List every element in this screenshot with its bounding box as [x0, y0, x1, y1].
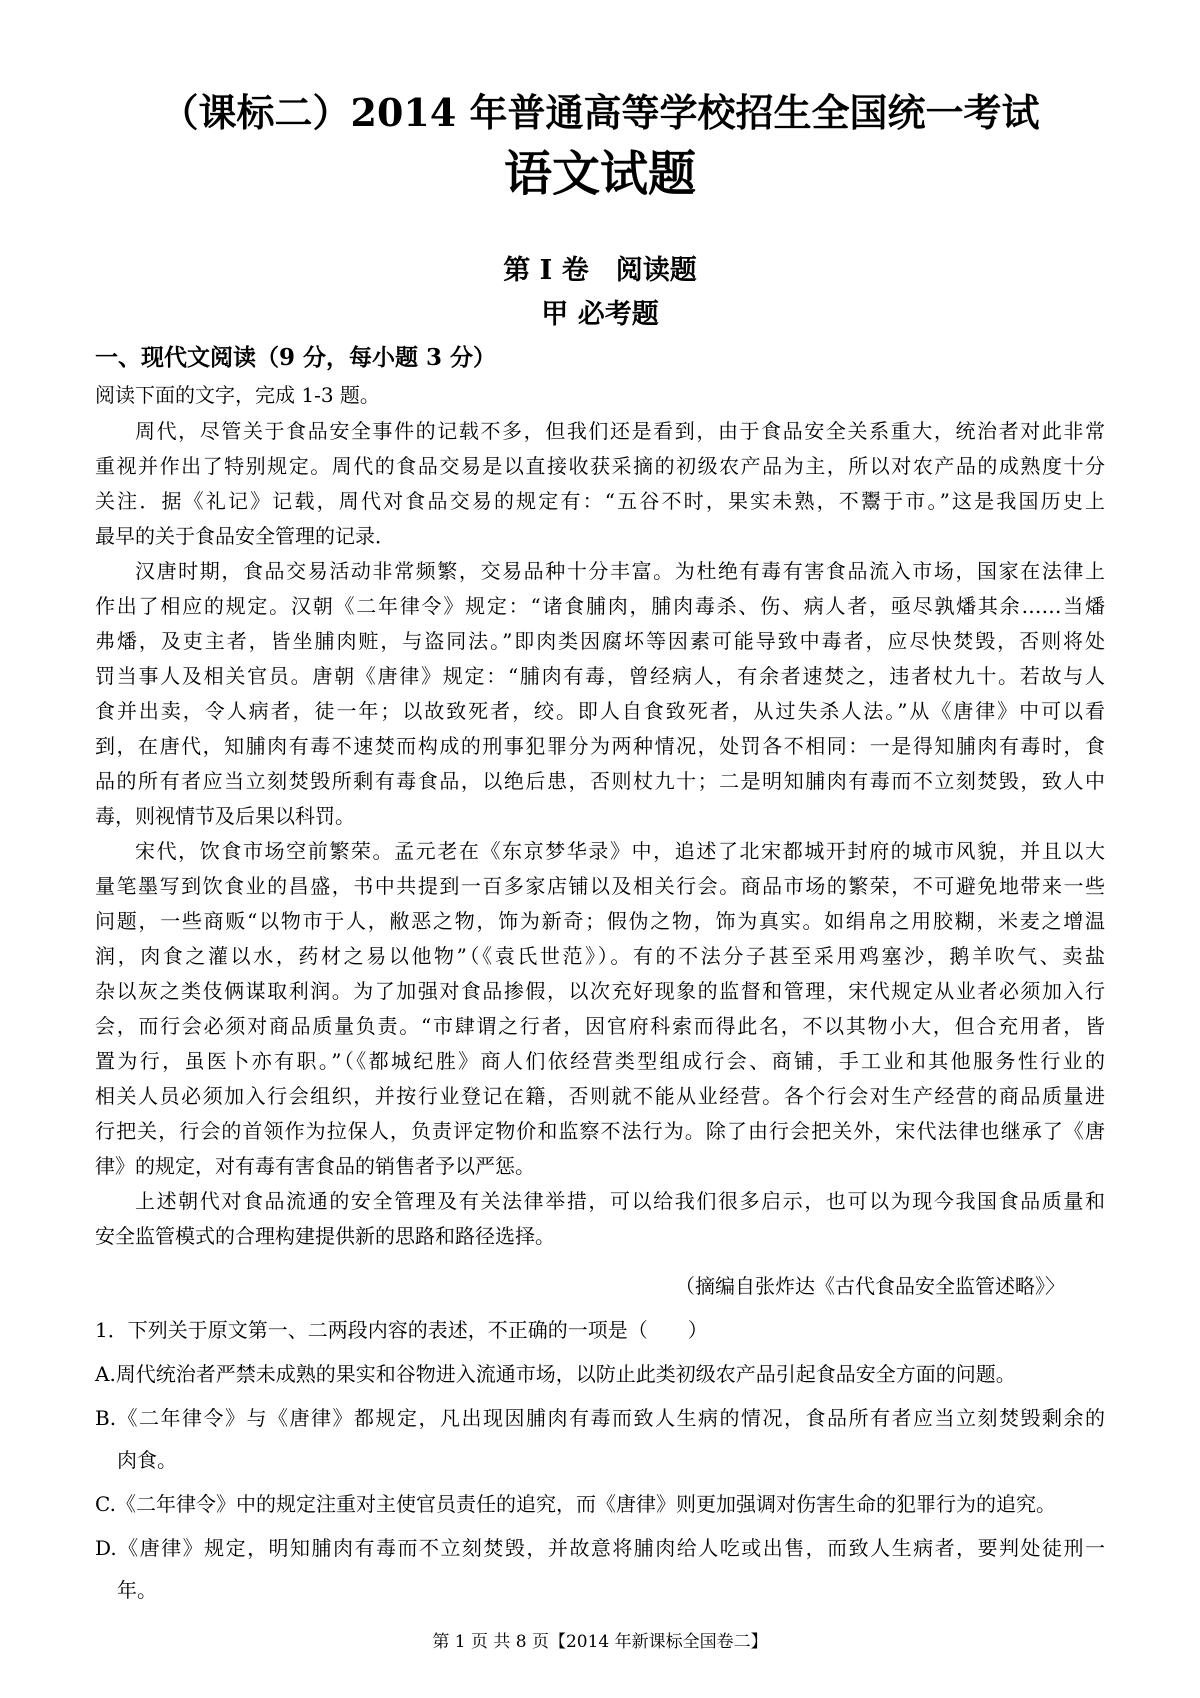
question-1-option-d-continued: 年。 — [117, 1578, 157, 1602]
passage-line: 杂以灰之类伎俩谋取利润。为了加强对食品掺假，以次充好现象的监督和管理，宋代规定从业者必须加入行 — [95, 979, 1105, 1003]
passage-line: 律》的规定，对有毒有害食品的销售者予以严惩。 — [95, 1154, 535, 1178]
exam-title: （课标二）2014 年普通高等学校招生全国统一考试 — [160, 90, 1040, 135]
passage-line: 作出了相应的规定。汉朝《二年律令》规定：“诸食脯肉，脯肉毒杀、伤、病人者，亟尽孰燔其余……当燔 — [95, 594, 1105, 618]
reading-instruction: 阅读下面的文字，完成 1-3 题。 — [95, 383, 380, 407]
volume-heading: 第 I 卷 阅读题 — [503, 255, 697, 286]
passage-line: 会，而行会必须对商品质量负责。“市肆谓之行者，因官府科索而得此名，不以其物小大，但合充用者，皆 — [95, 1014, 1105, 1038]
passage-line: 食并出卖，令人病者，徒一年；以故致死者，绞。即人自食致死者，从过失杀人法。”从《唐律》中可以看 — [95, 699, 1105, 723]
passage-line: 行把关，行会的首领作为拉保人，负责评定物价和监察不法行为。除了由行会把关外，宋代法律也继承了《唐 — [95, 1119, 1105, 1143]
passage-line: 问题，一些商贩“以物市于人，敝恶之物，饰为新奇；假伪之物，饰为真实。如绢帛之用胶糊，米麦之增温 — [95, 909, 1105, 933]
passage-line: 相关人员必须加入行会组织，并按行业登记在籍，否则就不能从业经营。各个行会对生产经营的商品质量进 — [95, 1084, 1105, 1108]
passage-line: 品的所有者应当立刻焚毁所剩有毒食品，以绝后患，否则杖九十；二是明知脯肉有毒而不立刻焚毁，致人中 — [95, 769, 1105, 793]
passage-line: 重视并作出了特别规定。周代的食品交易是以直接收获采摘的初级农产品为主，所以对农产品的成熟度十分 — [95, 454, 1105, 478]
page-footer: 第 1 页 共 8 页【2014 年新课标全国卷二】 — [432, 1632, 768, 1652]
passage-line: 安全监管模式的合理构建提供新的思路和路径选择。 — [95, 1224, 555, 1248]
subject-title: 语文试题 — [503, 146, 696, 202]
question-1-option-c: C.《二年律令》中的规定注重对主使官员责任的追究，而《唐律》则更加强调对伤害生命的犯罪行为的追究。 — [95, 1492, 1056, 1516]
passage-line: 汉唐时期，食品交易活动非常频繁，交易品种十分丰富。为杜绝有毒有害食品流入市场，国家在法律上 — [135, 559, 1105, 583]
passage-line: 罚当事人及相关官员。唐朝《唐律》规定：“脯肉有毒，曾经病人，有余者速焚之，违者杖九十。若故与人 — [95, 664, 1105, 688]
passage-line: 上述朝代对食品流通的安全管理及有关法律举措，可以给我们很多启示，也可以为现今我国食品质量和 — [135, 1189, 1105, 1213]
passage-line: 宋代，饮食市场空前繁荣。孟元老在《东京梦华录》中，追述了北宋都城开封府的城市风貌，并且以大 — [135, 839, 1105, 863]
passage-line: 最早的关于食品安全管理的记录． — [95, 524, 395, 548]
passage-line: 润，肉食之灌以水，药材之易以他物”（《袁氏世范》）。有的不法分子甚至采用鸡塞沙，鹅羊吹气、卖盐 — [95, 944, 1105, 968]
passage-line: 周代，尽管关于食品安全事件的记载不多，但我们还是看到，由于食品安全关系重大，统治者对此非常 — [135, 419, 1105, 443]
question-1-option-b-continued: 肉食。 — [117, 1448, 177, 1472]
question-1-stem: 1．下列关于原文第一、二两段内容的表述，不正确的一项是（ ） — [95, 1318, 708, 1342]
passage-source: （摘编自张炸达《古代食品安全监管述略》〉 — [675, 1274, 1065, 1298]
passage-line: 毒，则视情节及后果以科罚。 — [95, 804, 355, 828]
passage-line: 置为行，虽医卜亦有职。”（《都城纪胜》商人们依经营类型组成行会、商铺，手工业和其他服务性行业的 — [95, 1049, 1105, 1073]
question-1-option-d: D.《唐律》规定，明知脯肉有毒而不立刻焚毁，并故意将脯肉给人吃或出售，而致人生病者，要判处徒刑一 — [95, 1536, 1105, 1560]
passage-line: 量笔墨写到饮食业的昌盛，书中共提到一百多家店铺以及相关行会。商品市场的繁荣，不可避免地带来一些 — [95, 874, 1105, 898]
question-1-option-b: B.《二年律令》与《唐律》都规定，凡出现因脯肉有毒而致人生病的情况，食品所有者应当立刻焚毁剩余的 — [95, 1406, 1105, 1430]
passage-line: 弗燔，及吏主者，皆坐脯肉赃，与盗同法。”即肉类因腐坏等因素可能导致中毒者，应尽快焚毁，否则将处 — [95, 629, 1105, 653]
question-1-option-a: A.周代统治者严禁未成熟的果实和谷物进入流通市场，以防止此类初级农产品引起食品安全方面的问题。 — [95, 1362, 1016, 1386]
passage-line: 到，在唐代，知脯肉有毒不速焚而构成的刑事犯罪分为两种情况，处罚各不相同：一是得知脯肉有毒时，食 — [95, 734, 1105, 758]
required-section-heading: 甲 必考题 — [541, 299, 659, 330]
part-heading: 一、现代文阅读（9 分，每小题 3 分） — [95, 344, 497, 371]
passage-line: 关注．据《礼记》记载，周代对食品交易的规定有：“五谷不时，果实未熟，不鬻于市。”这是我国历史上 — [95, 489, 1105, 513]
